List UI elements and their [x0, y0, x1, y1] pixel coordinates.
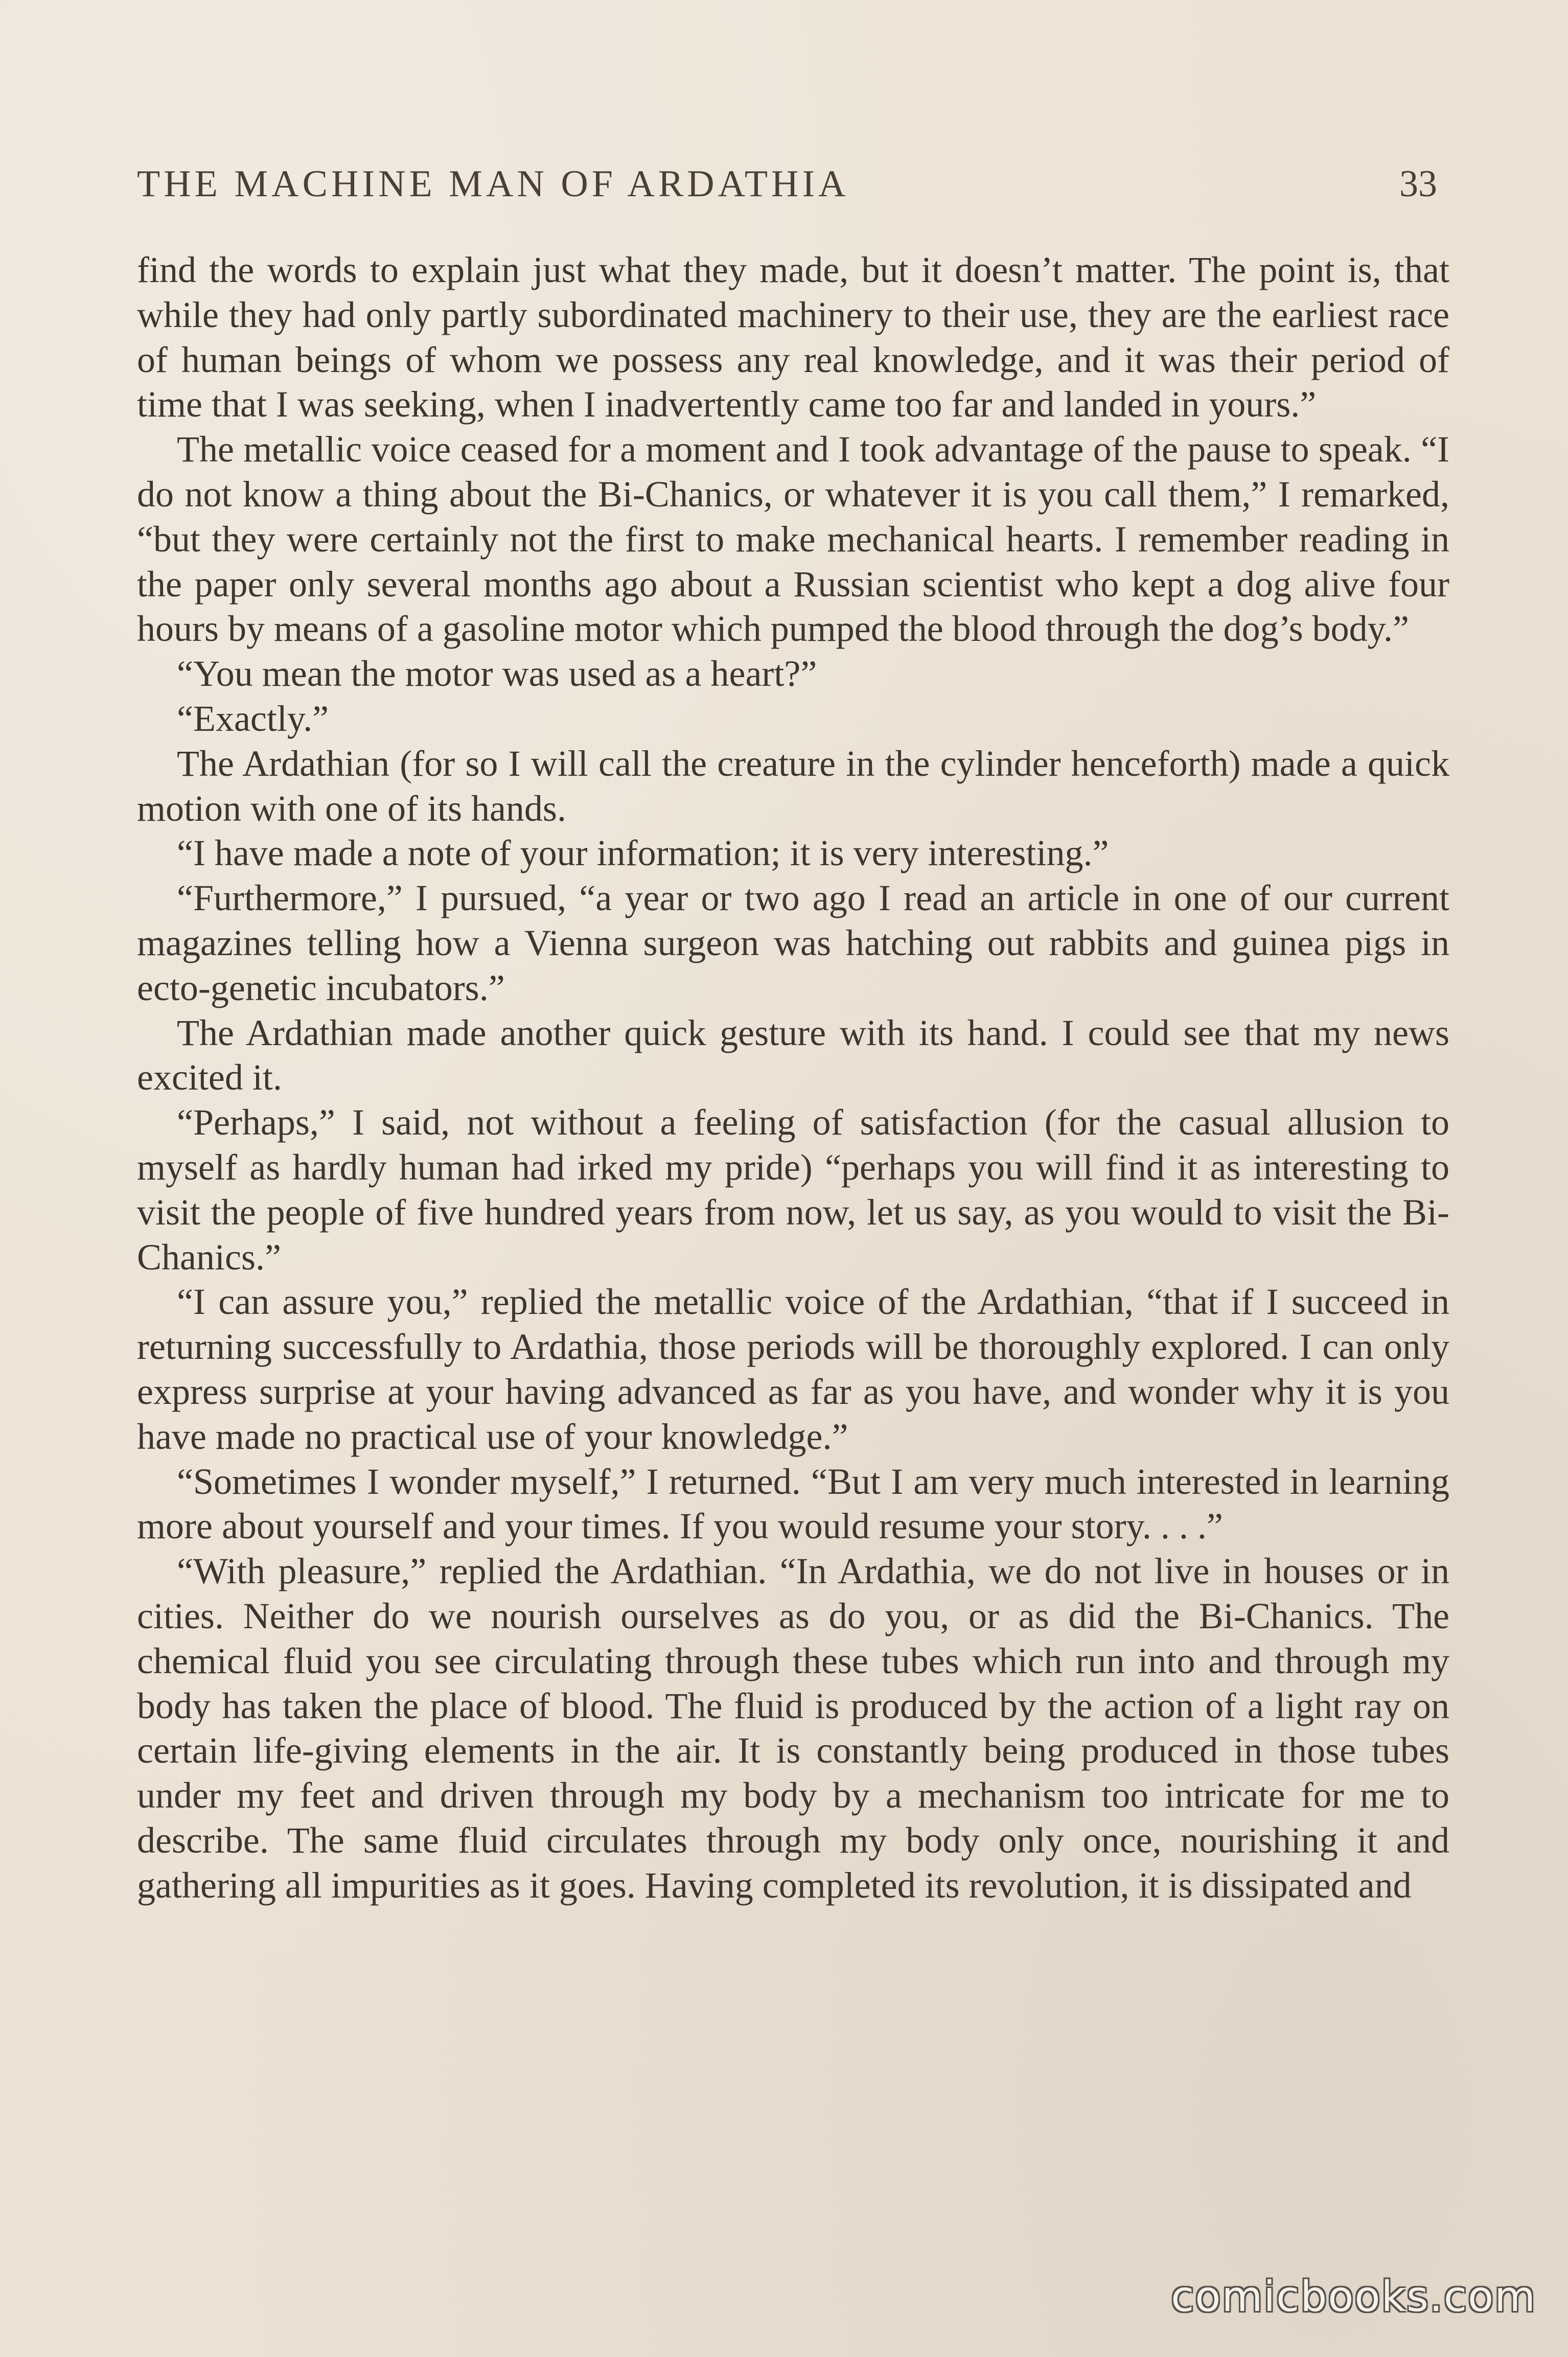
paragraph: “Sometimes I wonder myself,” I returned. “But I am very much interested in learning more about yourself and your times. If you would resume your story. . . .” [137, 1461, 1449, 1547]
running-head [137, 163, 1437, 209]
body-text [137, 248, 1449, 1908]
running-title: THE MACHINE MAN OF ARDATHIA [137, 163, 849, 205]
paragraph: The Ardathian (for so I will call the creature in the cylinder henceforth) made a quick motion with one of its hands. [137, 743, 1449, 829]
paragraph: “With pleasure,” replied the Ardathian. “In Ardathia, we do not live in houses or in cities. Neither do we nourish ourselves as do you, or as did the Bi-Chanics. The chemical fluid you see circulating through these tubes which run into and through my body has taken the place of blood. The fluid is produced by the action of a light ray on certain life-giving elements in the air. It is constantly being produced in those tubes under my feet and driven through my body by a mechanism too intricate for me to describe. The same fluid circulates through my body only once, nourishing it and gathering all impurities as it goes. Having completed its revolution, it is dissipated and [137, 1551, 1449, 1906]
paragraph: “You mean the motor was used as a heart?” [177, 653, 817, 695]
paragraph: “I can assure you,” replied the metallic voice of the Ardathian, “that if I succeed in returning successfully to Ardathia, those periods will be thoroughly explored. I can only express surprise at your having advanced as far as you have, and wonder why it is you have made no practical use of your knowledge.” [137, 1281, 1449, 1457]
paragraph: “I have made a note of your information; it is very interesting.” [177, 833, 1109, 874]
paragraph: “Exactly.” [177, 698, 329, 739]
page-number: 33 [1399, 163, 1437, 205]
paragraph: “Furthermore,” I pursued, “a year or two ago I read an article in one of our current magazines telling how a Vienna surgeon was hatching out rabbits and guinea pigs in ecto-genetic incubators.” [137, 877, 1449, 1008]
paragraph: The metallic voice ceased for a moment and I took advantage of the pause to speak. “I do not know a thing about the Bi-Chanics, or whatever it is you call them,” I remarked, “but they were certainly not the first to make mechanical hearts. I remember reading in the paper only several months ago about a Russian scientist who kept a dog alive four hours by means of a gasoline motor which pumped the blood through the dog’s body.” [137, 429, 1449, 650]
watermark: comicbooks.com [1171, 2273, 1536, 2321]
paragraph: find the words to explain just what they made, but it doesn’t matter. The point is, that while they had only partly subordinated machinery to their use, they are the earliest race of human beings of whom we possess any real knowledge, and it was their period of time that I was seeking, when I inadvertently came too far and landed in yours.” [137, 249, 1449, 425]
paragraph: The Ardathian made another quick gesture with its hand. I could see that my news excited it. [137, 1012, 1449, 1098]
paragraph: “Perhaps,” I said, not without a feeling of satisfaction (for the casual allusion to myself as hardly human had irked my pride) “perhaps you will find it as interesting to visit the people of five hundred years from now, let us say, as you would to visit the Bi-Chanics.” [137, 1102, 1449, 1278]
